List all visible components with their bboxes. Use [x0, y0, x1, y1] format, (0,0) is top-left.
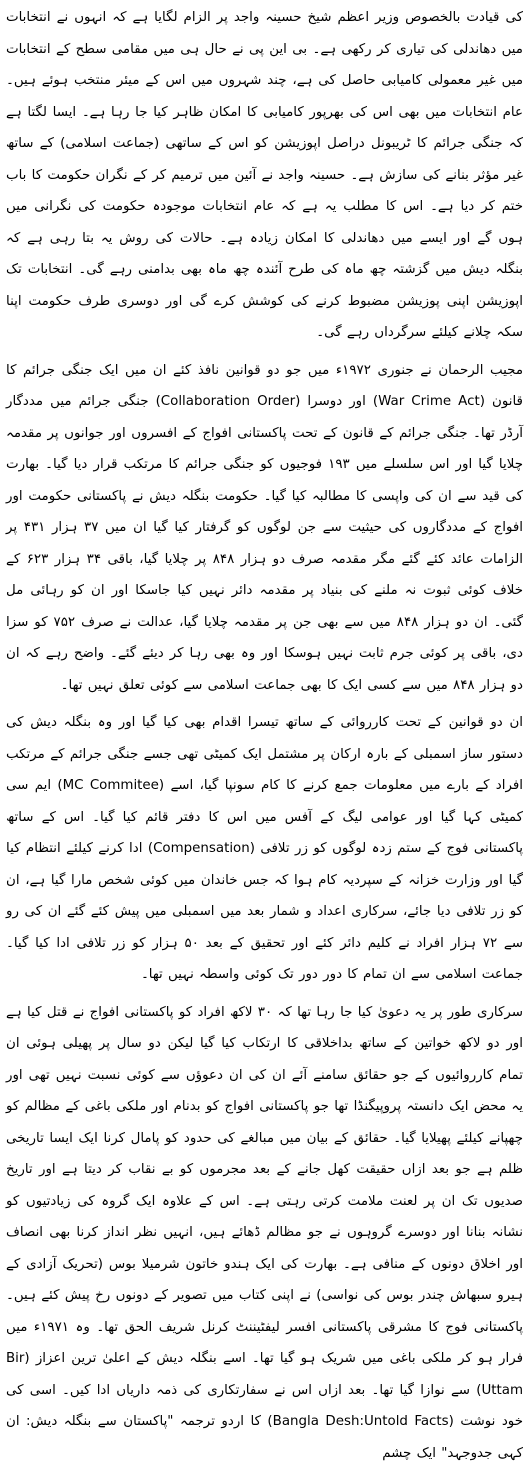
- article-paragraph: ان دو قوانین کے تحت کارروائی کے ساتھ تیسرا اقدام بھی کیا گیا اور وہ بنگلہ دیش کی دستور ساز اسمبلی کے بارہ ارکان پر مشتمل ایک کمیٹی تھی جسے جنگی جرائم کے مرتکب افراد کے بارے میں معلومات جمع کرنے کا کام سونپا گیا، اسے (MC Commitee) ایم سی کمیٹی کہا گیا اور عوامی لیگ کے آفس میں اس کا دفتر قائم کیا گیا۔ اس کے ساتھ پاکستانی فوج کے ستم زدہ لوگوں کو زر تلافی (Compensation) ادا کرنے کیلئے انتظام کیا گیا اور وزارت خزانہ کے سپردیہ کام ہوا کہ جس خاندان میں کوئی شخص مارا گیا ہے، ان کو زر تلافی دیا جائے، سرکاری اعداد و شمار بعد میں اسمبلی میں پیش کئے گئے ان کی رو سے ۷۲ ہزار افراد نے کلیم دائر کئے اور تحقیق کے بعد ۵۰ ہزار کو زر تلافی ادا کیا گیا۔ جماعت اسلامی سے ان تمام کا دور دور تک کوئی واسطہ نہیں تھا۔: [6, 707, 523, 991]
- article-paragraph: سرکاری طور پر یہ دعویٰ کیا جا رہا تھا کہ ۳۰ لاکھ افراد کو پاکستانی افواج نے قتل کیا ہے اور دو لاکھ خواتین کے ساتھ بداخلاقی کا ارتکاب کیا گیا لیکن دو سال پر پھیلی ہوئی ان تمام کارروائیوں کے جو حقائق سامنے آئے ان کی ان دعوؤں سے کوئی نسبت نہیں تھی اور یہ محض ایک دانستہ پروپیگنڈا تھا جو پاکستانی افواج کو بدنام اور ملکی باغی کے مظالم کو چھپانے کیلئے پھیلایا گیا۔ حقائق کے بیان میں مبالغے کی حدود کو پامال کرنا ایک ایسا تاریخی ظلم ہے جو بعد ازاں حقیقت کھل جانے کے بعد مجرموں کو بے نقاب کر دیتا ہے اور تاریخ صدیوں تک ان پر لعنت ملامت کرتی رہتی ہے۔ اس کے علاوہ ایک گروہ کی زیادتیوں کو نشانہ بنانا اور دوسرے گروہوں نے جو مظالم ڈھائے ہیں، انہیں نظر انداز کرنا بھی انصاف اور اخلاق دونوں کے منافی ہے۔ بھارت کی ایک ہندو خاتون شرمیلا بوس (تحریک آزادی کے ہیرو سبھاش چندر بوس کی نواسی) نے اپنی کتاب میں تصویر کے دونوں رخ پیش کئے ہیں۔ پاکستانی فوج کا مشرقی پاکستانی افسر لیفٹیننٹ کرنل شریف الحق تھا۔ وہ ۱۹۷۱ء میں فرار ہو کر ملکی باغی میں شریک ہو گیا تھا۔ اسے بنگلہ دیش کے اعلیٰ ترین اعزاز (Bir Uttam) سے نوازا گیا تھا۔ بعد ازاں اس نے سفارتکاری کی ذمہ داریاں ادا کیں۔ اسی کی خود نوشت (Bangla Desh:Untold Facts) کا اردو ترجمہ "پاکستان سے بنگلہ دیش: ان کہی جدوجہد" ایک چشم: [6, 997, 523, 1469]
- article-paragraph: کی قیادت بالخصوص وزیر اعظم شیخ حسینہ واجد پر الزام لگایا ہے کہ انہوں نے انتخابات میں دھاندلی کی تیاری کر رکھی ہے۔ بی این پی نے حال ہی میں مقامی سطح کے انتخابات میں غیر معمولی کامیابی حاصل کی ہے، چند شہروں میں اس کے میئر منتخب ہوئے ہیں۔ عام انتخابات میں بھی اس کی بھرپور کامیابی کا امکان ظاہر کیا جا رہا ہے۔ ایسا لگتا ہے کہ جنگی جرائم کا ٹریبونل دراصل اپوزیشن کو اس کے ساتھی (جماعت اسلامی) کے ساتھ غیر مؤثر بنانے کی سازش ہے۔ حسینہ واجد نے آئین میں ترمیم کر کے نگران حکومت کا باب ختم کر دیا ہے۔ اس کا مطلب یہ ہے کہ عام انتخابات موجودہ حکومت کی نگرانی میں ہوں گے اور ایسے میں دھاندلی کا امکان زیادہ ہے۔ حالات کی روش یہ بتا رہی ہے کہ بنگلہ دیش میں گزشتہ چھ ماہ کی طرح آئندہ چھ ماہ بھی بدامنی رہے گی۔ انتخابات تک اپوزیشن اپنی پوزیشن مضبوط کرنے کی کوشش کرے گی اور دوسری طرف حکومت اپنا سکہ چلانے کیلئے سرگرداں رہے گی۔: [6, 2, 523, 349]
- article-paragraph: مجیب الرحمان نے جنوری ۱۹۷۲ء میں جو دو قوانین نافذ کئے ان میں ایک جنگی جرائم کا قانون (War Crime Act) اور دوسرا (Collaboration Order) جنگی جرائم میں مددگار آرڈر تھا۔ جنگی جرائم کے قانون کے تحت پاکستانی افواج کے افسروں اور جوانوں پر مقدمہ چلایا گیا اور اس سلسلے میں ۱۹۳ فوجیوں کو جنگی جرائم کا مرتکب قرار دیا گیا۔ بھارت کی قید سے ان کی واپسی کا مطالبہ کیا گیا۔ حکومت بنگلہ دیش نے پاکستانی حکومت اور افواج کے مددگاروں کی حیثیت سے جن لوگوں کو گرفتار کیا گیا ان میں ۳۷ ہزار ۴۳۱ پر الزامات عائد کئے گئے مگر مقدمہ صرف دو ہزار ۸۴۸ پر چلایا گیا، باقی ۳۴ ہزار ۶۲۳ کے خلاف کوئی ثبوت نہ ملنے کی بنیاد پر مقدمہ دائر نہیں کیا جاسکا اور ان کو رہائی مل گئی۔ ان دو ہزار ۸۴۸ میں سے بھی جن پر مقدمہ چلایا گیا، عدالت نے صرف ۷۵۲ کو سزا دی، باقی پر کوئی جرم ثابت نہیں ہوسکا اور وہ بھی رہا کر دیئے گئے۔ واضح رہے کہ ان دو ہزار ۸۴۸ میں سے کسی ایک کا بھی جماعت اسلامی سے کوئی تعلق نہیں تھا۔: [6, 355, 523, 702]
